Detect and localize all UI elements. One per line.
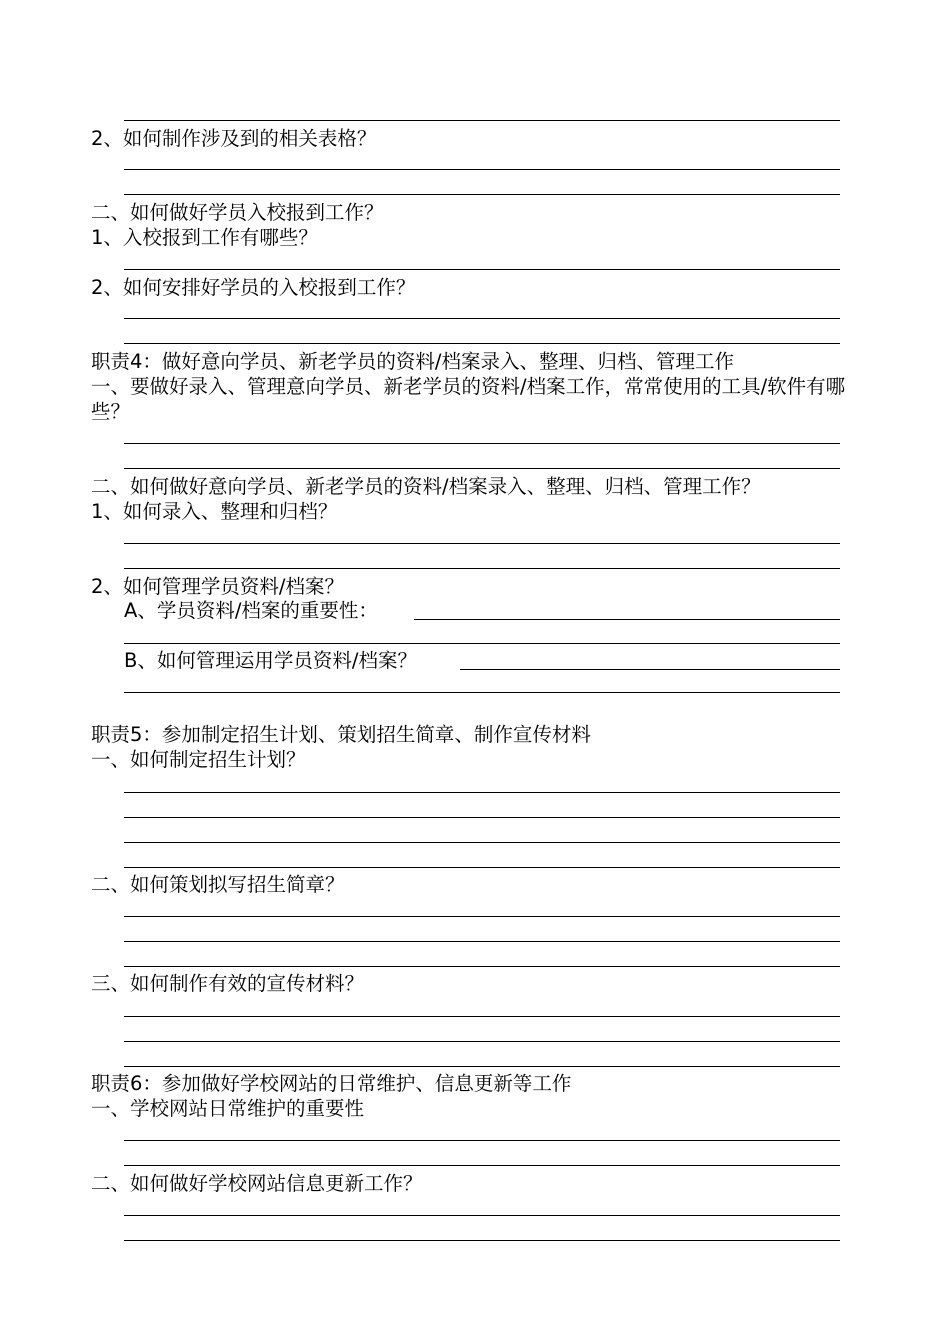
section-heading: 二、如何做好学校网站信息更新工作？	[91, 1172, 423, 1195]
inline-answer-line[interactable]	[460, 669, 840, 670]
answer-line[interactable]	[124, 966, 840, 967]
answer-line[interactable]	[124, 1165, 840, 1166]
answer-line[interactable]	[124, 817, 840, 818]
answer-line[interactable]	[124, 568, 840, 569]
answer-line[interactable]	[124, 1016, 840, 1017]
answer-line[interactable]	[124, 468, 840, 469]
duty-title: 职责6：参加做好学校网站的日常维护、信息更新等工作	[91, 1072, 572, 1095]
answer-line[interactable]	[124, 194, 840, 195]
answer-line[interactable]	[124, 941, 840, 942]
question: 1、如何录入、整理和归档？	[91, 500, 338, 523]
answer-line[interactable]	[124, 867, 840, 868]
answer-line[interactable]	[124, 1066, 840, 1067]
section-heading: 一、要做好录入、管理意向学员、新老学员的资料/档案工作，常常使用的工具/软件有哪些？	[91, 375, 846, 423]
answer-line[interactable]	[124, 842, 840, 843]
section-heading: 一、学校网站日常维护的重要性	[91, 1097, 365, 1120]
answer-line[interactable]	[124, 120, 840, 121]
answer-line[interactable]	[124, 443, 840, 444]
question: 1、入校报到工作有哪些？	[91, 226, 318, 249]
question: 2、如何安排好学员的入校报到工作？	[91, 276, 416, 299]
sub-question: B、如何管理运用学员资料/档案？	[124, 649, 417, 672]
section-heading: 二、如何做好意向学员、新老学员的资料/档案录入、整理、归档、管理工作？	[91, 475, 761, 498]
question-make-tables: 2、如何制作涉及到的相关表格？	[91, 127, 377, 150]
section-heading: 三、如何制作有效的宣传材料？	[91, 972, 365, 995]
answer-line[interactable]	[124, 169, 840, 170]
answer-line[interactable]	[124, 1041, 840, 1042]
answer-line[interactable]	[124, 343, 840, 344]
section-heading: 二、如何策划拟写招生简章？	[91, 873, 345, 896]
answer-line[interactable]	[124, 1240, 840, 1241]
answer-line[interactable]	[124, 643, 840, 644]
answer-line[interactable]	[124, 916, 840, 917]
answer-line[interactable]	[124, 543, 840, 544]
answer-line[interactable]	[124, 1215, 840, 1216]
inline-answer-line[interactable]	[414, 619, 840, 620]
section-heading: 二、如何做好学员入校报到工作？	[91, 201, 384, 224]
answer-line[interactable]	[124, 269, 840, 270]
answer-line[interactable]	[124, 318, 840, 319]
duty-title: 职责5：参加制定招生计划、策划招生简章、制作宣传材料	[91, 723, 591, 746]
question: 2、如何管理学员资料/档案？	[91, 575, 344, 598]
answer-line[interactable]	[124, 792, 840, 793]
section-heading: 一、如何制定招生计划？	[91, 748, 306, 771]
answer-line[interactable]	[124, 1140, 840, 1141]
sub-question: A、学员资料/档案的重要性：	[124, 599, 378, 622]
answer-line[interactable]	[124, 692, 840, 693]
duty-title: 职责4：做好意向学员、新老学员的资料/档案录入、整理、归档、管理工作	[91, 350, 734, 373]
